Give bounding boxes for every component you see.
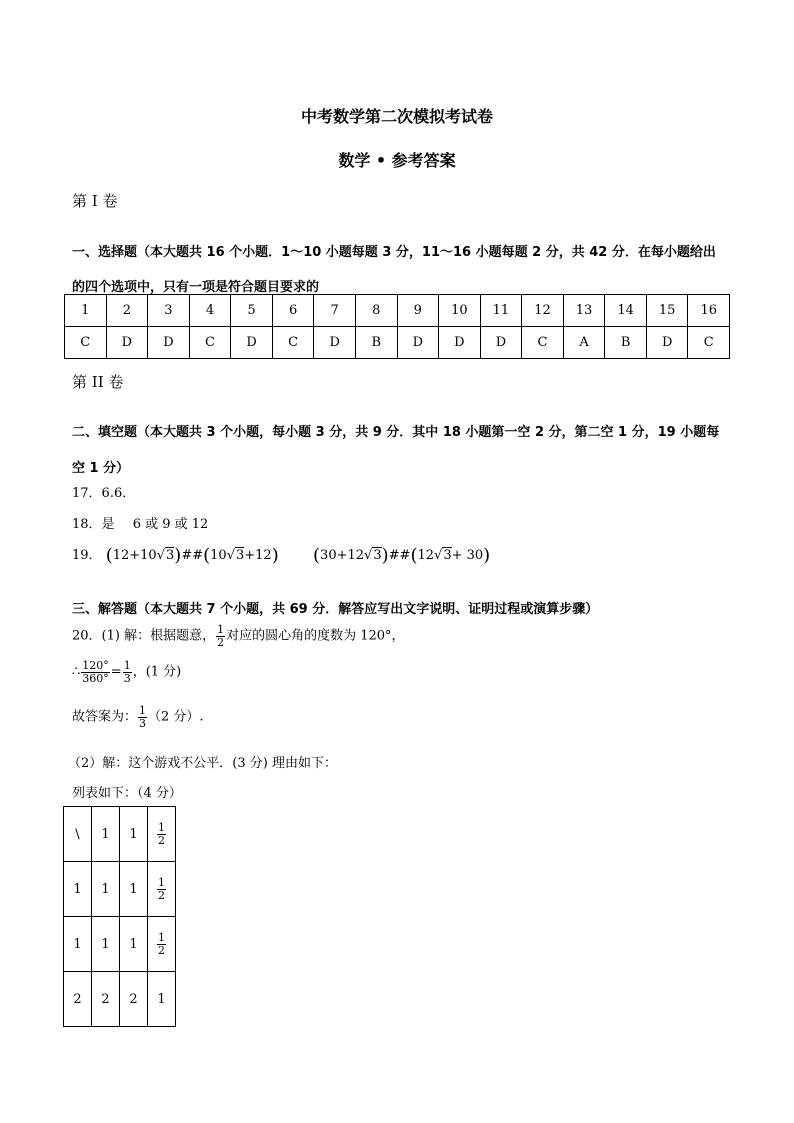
part2-heading: 第 II 卷 [72, 373, 124, 391]
section2-instructions-line2: 空 1 分） [72, 461, 130, 476]
question-number-cell: 15 [646, 295, 688, 327]
answer-19-a: 12+10√3 [112, 548, 175, 563]
answer-18 [72, 513, 208, 532]
outcome-grid-fraction: $\frac{1}{2}$ [158, 875, 165, 902]
answer-19-c: 30+12√3 [320, 548, 382, 563]
answer-table-answer-row [65, 327, 730, 359]
outcome-grid-fraction: $\frac{1}{2}$ [158, 820, 165, 847]
answer-17: 17．6.6． [72, 486, 136, 501]
answer-cell: D [148, 327, 190, 359]
question-number-cell: 6 [272, 295, 314, 327]
outcome-grid-row [64, 862, 176, 917]
question-number-cell: 8 [355, 295, 397, 327]
outcome-grid-cell [148, 807, 176, 862]
question-number-cell: 11 [480, 295, 522, 327]
section2-instructions-line1: 二、填空题（本大题共 3 个小题，每小题 3 分，共 9 分．其中 18 小题第一空 2 分，第二空 1 分，19 小题每 [72, 425, 720, 440]
question-number-cell: 3 [148, 295, 190, 327]
question-number-cell: 1 [65, 295, 107, 327]
outcome-grid-cell: 2 [64, 972, 92, 1027]
question-number-cell: 12 [522, 295, 564, 327]
section3-instructions: 三、解答题（本大题共 7 个小题，共 69 分．解答应写出文字说明、证明过程或演算步骤） [72, 602, 599, 617]
question-number-cell: 2 [106, 295, 148, 327]
question-number-cell: 4 [189, 295, 231, 327]
q20-line5: 列表如下：（4 分） [72, 786, 182, 801]
question-number-cell: 5 [231, 295, 273, 327]
outcome-grid-cell: 1 [92, 917, 120, 972]
answer-cell: C [522, 327, 564, 359]
answer-cell: D [480, 327, 522, 359]
answer-18-label: 18．是 [72, 517, 115, 532]
answer-cell: D [646, 327, 688, 359]
answer-19-d: 12√3+ 30 [417, 548, 484, 563]
outcome-grid-row [64, 807, 176, 862]
answer-19-b: 10√3+12 [210, 548, 272, 563]
answer-cell: C [688, 327, 730, 359]
fraction-one-half: $\frac{1}{2}$ [217, 623, 225, 649]
outcome-grid-cell: 1 [120, 862, 148, 917]
question-number-cell: 14 [605, 295, 647, 327]
q20-line3: 故答案为： $\frac{1}{3}$ （2 分）. [72, 704, 204, 730]
outcome-grid-fraction: $\frac{1}{2}$ [158, 930, 165, 957]
answer-cell: C [65, 327, 107, 359]
answer-cell: C [189, 327, 231, 359]
question-number-cell: 16 [688, 295, 730, 327]
outcome-grid-cell: 1 [64, 917, 92, 972]
question-number-cell: 10 [439, 295, 481, 327]
q20-line2: ∴ $\frac{120^\circ}{360^\circ}$ = $\frac{1}{3}$ ，(1 分) [72, 659, 182, 685]
fraction-one-third: $\frac{1}{3}$ [123, 659, 131, 685]
answer-cell: D [439, 327, 481, 359]
answer-cell: A [563, 327, 605, 359]
answer-cell: B [355, 327, 397, 359]
question-number-cell: 7 [314, 295, 356, 327]
outcome-grid-cell: 1 [92, 862, 120, 917]
section1-instructions-line2: 的四个选项中，只有一项是符合题目要求的 [72, 280, 320, 295]
answer-19: 19． (12+10√3)##(10√3+12) (30+12√3)##(12√3+ 30) [72, 545, 491, 566]
therefore-symbol: ∴ [72, 664, 81, 680]
answer-table-number-row [65, 295, 730, 327]
fraction-120-360: $\frac{120^\circ}{360^\circ}$ [82, 659, 109, 685]
outcome-grid-row [64, 972, 176, 1027]
answer-cell: B [605, 327, 647, 359]
outcome-grid-cell: 2 [92, 972, 120, 1027]
outcome-grid-cell: 1 [148, 972, 176, 1027]
outcome-grid-cell: 1 [120, 807, 148, 862]
outcome-grid-cell [148, 917, 176, 972]
outcome-grid-cell: 1 [120, 917, 148, 972]
answer-cell: C [272, 327, 314, 359]
outcome-grid-cell: 1 [64, 862, 92, 917]
question-number-cell: 9 [397, 295, 439, 327]
answer-cell: D [106, 327, 148, 359]
answer-19-label: 19． [72, 548, 102, 563]
part1-heading: 第 I 卷 [72, 192, 118, 210]
answer-18-value: 6 或 9 或 12 [132, 517, 209, 532]
answer-cell: D [314, 327, 356, 359]
q20-line4: （2）解：这个游戏不公平．(3 分) 理由如下： [68, 756, 337, 771]
outcome-grid-cell: 2 [120, 972, 148, 1027]
outcome-grid [63, 806, 176, 1027]
answer-cell: D [397, 327, 439, 359]
outcome-grid-row [64, 917, 176, 972]
fraction-one-third-answer: $\frac{1}{3}$ [139, 704, 147, 730]
section1-instructions-line1: 一、选择题（本大题共 16 个小题．1～10 小题每题 3 分，11～16 小题每题 2 分，共 42 分．在每小题给出 [72, 245, 716, 260]
outcome-grid-cell [148, 862, 176, 917]
document-subtitle: 数学 • 参考答案 [338, 151, 456, 170]
q20-line1: 20．(1) 解：根据题意， $\frac{1}{2}$ 对应的圆心角的度数为 120°， [72, 623, 405, 649]
question-number-cell: 13 [563, 295, 605, 327]
outcome-grid-cell: 1 [92, 807, 120, 862]
document-title: 中考数学第二次模拟考试卷 [300, 107, 493, 126]
outcome-grid-cell: \ [64, 807, 92, 862]
answer-cell: D [231, 327, 273, 359]
answer-table [64, 294, 730, 359]
